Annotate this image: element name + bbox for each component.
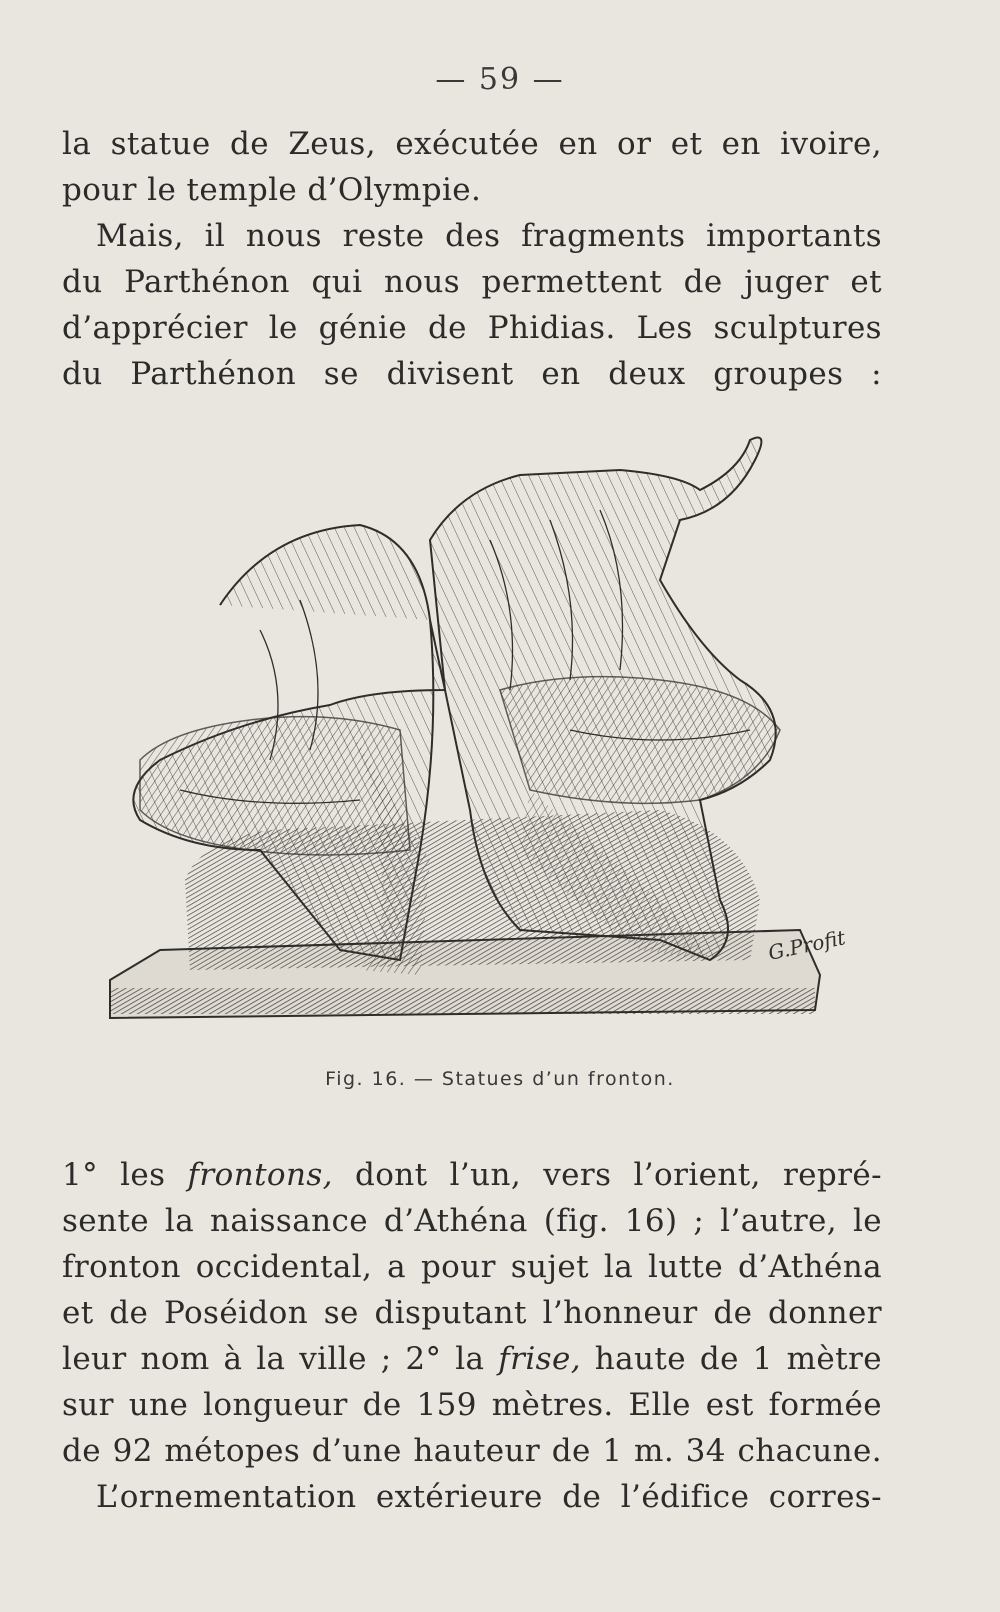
text-line: sente la naissance d’Athéna (fig. 16) ; l’autre, le [62,1203,882,1239]
top-paragraph [62,121,882,397]
text-line: sur une longueur de 159 mètres. Elle est formée [62,1387,882,1423]
text-run: 1° les [62,1157,188,1193]
italic-term: frontons, [187,1157,333,1193]
text-line: de 92 métopes d’une hauteur de 1 m. 34 chacune. [62,1433,882,1469]
text-line [62,1336,882,1382]
page-number: — 59 — [435,62,565,97]
text-line: pour le temple d’Olympie. [62,172,482,208]
figure-statues [100,430,860,1040]
text-line: et de Poséidon se disputant l’honneur de donner [62,1295,882,1331]
text-line: la statue de Zeus, exécutée en or et en ivoire, [62,126,882,162]
statues-illustration [100,430,860,1040]
text-run: leur nom à la ville ; 2° la [62,1341,499,1377]
figure-caption: Fig. 16. — Statues d’un fronton. [325,1068,675,1090]
text-line: L’ornementation extérieure de l’édifice corres- [96,1479,882,1515]
text-line [62,1152,882,1198]
text-line: fronton occidental, a pour sujet la lutte d’Athéna [62,1249,882,1285]
italic-term: frise, [498,1341,581,1377]
text-line: du Parthénon se divisent en deux groupes : [62,356,882,392]
bottom-paragraph [62,1152,882,1520]
text-line: du Parthénon qui nous permettent de juger et [62,264,882,300]
text-line: Mais, il nous reste des fragments importants [96,218,882,254]
text-run: haute de 1 mètre [580,1341,882,1377]
text-run: dont l’un, vers l’orient, repré- [332,1157,882,1193]
artist-signature: G.Profit [766,925,848,965]
text-line: d’apprécier le génie de Phidias. Les sculptures [62,310,882,346]
